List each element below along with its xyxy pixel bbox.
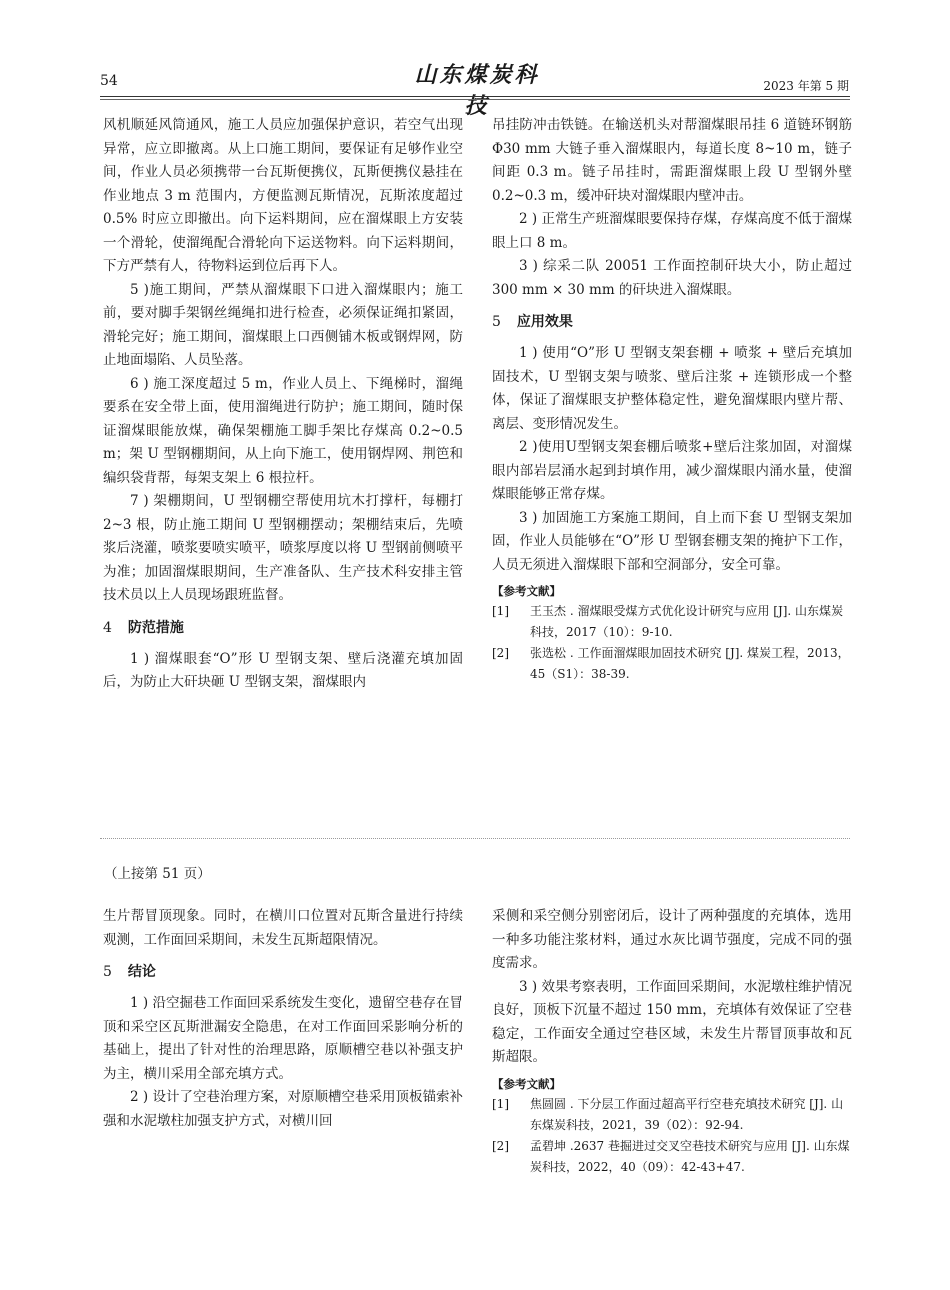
paragraph: 采侧和采空侧分别密闭后，设计了两种强度的充填体，选用一种多功能注浆材料，通过水灰比调节强度，完成不同的强度需求。	[492, 908, 852, 971]
journal-logo: 山东煤炭科技	[414, 62, 540, 119]
paragraph: 2 )使用U型钢支架套棚后喷浆+壁后注浆加固，对溜煤眼内部岩层涌水起到封填作用，减少溜煤眼内涌水量，使溜煤眼能够正常存煤。	[492, 439, 852, 502]
bottom-left-column	[103, 905, 463, 1133]
header-rule-thin	[100, 99, 850, 100]
paragraph: 吊挂防冲击铁链。在输送机头对帮溜煤眼吊挂 6 道链环钢筋 Φ30 mm 大链子垂入溜煤眼内，每道长度 8~10 m，链子间距 0.3 m。链子吊挂时，需距溜煤眼上段 U 型钢外壁 0.2~0.3 m，缓冲矸块对溜煤眼内壁冲击。	[492, 117, 852, 204]
references-heading: 【参考文献】	[492, 1076, 561, 1091]
references-heading: 【参考文献】	[492, 584, 561, 598]
reference-item: [1] 王玉杰 . 溜煤眼受煤方式优化设计研究与应用 [J]. 山东煤炭科技，2017（10）：9-10.	[492, 604, 844, 639]
paragraph: 生片帮冒顶现象。同时，在横川口位置对瓦斯含量进行持续观测，工作面回采期间，未发生瓦斯超限情况。	[103, 908, 463, 948]
bottom-right-column	[492, 905, 852, 1178]
reference-item: [2] 孟碧坤 .2637 巷掘进过交叉空巷技术研究与应用 [J]. 山东煤炭科技，2022，40（09）：42-43+47.	[492, 1138, 850, 1174]
paragraph: 1 ) 沿空掘巷工作面回采系统发生变化，遗留空巷存在冒顶和采空区瓦斯泄漏安全隐患，在对工作面回采影响分析的基础上，提出了针对性的治理思路，原顺槽空巷以补强支护为主，横川采用全部充填方式。	[103, 995, 463, 1082]
paragraph: 3 ) 综采二队 20051 工作面控制矸块大小，防止超过 300 mm × 30 mm 的矸块进入溜煤眼。	[492, 258, 852, 298]
page-number: 54	[100, 73, 118, 89]
paragraph: 1 ) 使用“O”形 U 型钢支架套棚 + 喷浆 + 壁后充填加固技术，U 型钢支架与喷浆、壁后注浆 + 连锁形成一个整体，保证了溜煤眼支护整体稳定性，避免溜煤眼内壁片帮、离层、变形情况发生。	[492, 345, 852, 432]
section-heading: 5 结论	[103, 964, 156, 980]
issue-label: 2023 年第 5 期	[763, 79, 849, 93]
top-right-column	[492, 114, 852, 685]
section-heading: 5 应用效果	[492, 314, 573, 330]
article-divider	[100, 838, 850, 839]
section-heading: 4 防范措施	[103, 619, 184, 636]
continued-note: （上接第 51 页）	[104, 866, 211, 882]
reference-item: [2] 张选松 . 工作面溜煤眼加固技术研究 [J]. 煤炭工程，2013，45（S1）：38-39.	[492, 646, 850, 681]
paragraph: 7 ) 架棚期间，U 型钢棚空帮使用坑木打撑杆，每棚打 2~3 根，防止施工期间 U 型钢棚摆动；架棚结束后，先喷浆后浇灌，喷浆要喷实喷平，喷浆厚度以将 U 型钢前侧喷平为准；加固溜煤眼期间，生产准备队、生产技术科安排主管技术员以上人员现场跟班监督。	[103, 493, 463, 603]
paragraph: 6 ) 施工深度超过 5 m，作业人员上、下绳梯时，溜绳要系在安全带上面，使用溜绳进行防护；施工期间，随时保证溜煤眼能放煤，确保架棚施工脚手架比存煤高 0.2~0.5 m；架 U 型钢棚期间，从上向下施工，使用钢焊网、荆笆和编织袋背帮，每架支架上 6 根拉杆。	[103, 375, 463, 486]
header-rule	[100, 96, 850, 97]
paragraph: 2 ) 设计了空巷治理方案，对原顺槽空巷采用顶板锚索补强和水泥墩柱加强支护方式，对横川回	[103, 1089, 463, 1129]
paragraph: 3 ) 加固施工方案施工期间，自上而下套 U 型钢支架加固，作业人员能够在“O”形 U 型钢套棚支架的掩护下工作，人员无须进入溜煤眼下部和空洞部分，安全可靠。	[492, 509, 852, 573]
paragraph: 1 ) 溜煤眼套“O”形 U 型钢支架、壁后浇灌充填加固后，为防止大矸块砸 U 型钢支架，溜煤眼内	[103, 650, 463, 690]
paragraph: 风机顺延风筒通风，施工人员应加强保护意识，若空气出现异常，应立即撤离。从上口施工期间，要保证有足够作业空间，作业人员必须携带一台瓦斯便携仪，瓦斯便携仪悬挂在作业地点 3 m 范围内，方便监测瓦斯情况，瓦斯浓度超过 0.5% 时应立即撤出。向下运料期间，应在溜煤眼上方安装一个滑轮，使溜绳配合滑轮向下运送物料。向下运料期间，下方严禁有人，待物料运到位后再下人。	[103, 117, 463, 274]
reference-item: [1] 焦圆圆 . 下分层工作面过超高平行空巷充填技术研究 [J]. 山东煤炭科技，2021，39（02）：92-94.	[492, 1096, 844, 1132]
top-left-column	[103, 114, 463, 695]
paragraph: 3 ) 效果考察表明，工作面回采期间，水泥墩柱维护情况良好，顶板下沉量不超过 150 mm，充填体有效保证了空巷稳定，工作面安全通过空巷区域，未发生片帮冒顶事故和瓦斯超限。	[492, 978, 852, 1065]
paragraph: 2 ) 正常生产班溜煤眼要保持存煤，存煤高度不低于溜煤眼上口 8 m。	[492, 211, 852, 251]
paragraph: 5 )施工期间，严禁从溜煤眼下口进入溜煤眼内；施工前，要对脚手架钢丝绳绳扣进行检查，必须保证绳扣紧固，滑轮完好；施工期间，溜煤眼上口西侧铺木板或钢焊网，防止地面塌陷、人员坠落。	[103, 281, 463, 368]
